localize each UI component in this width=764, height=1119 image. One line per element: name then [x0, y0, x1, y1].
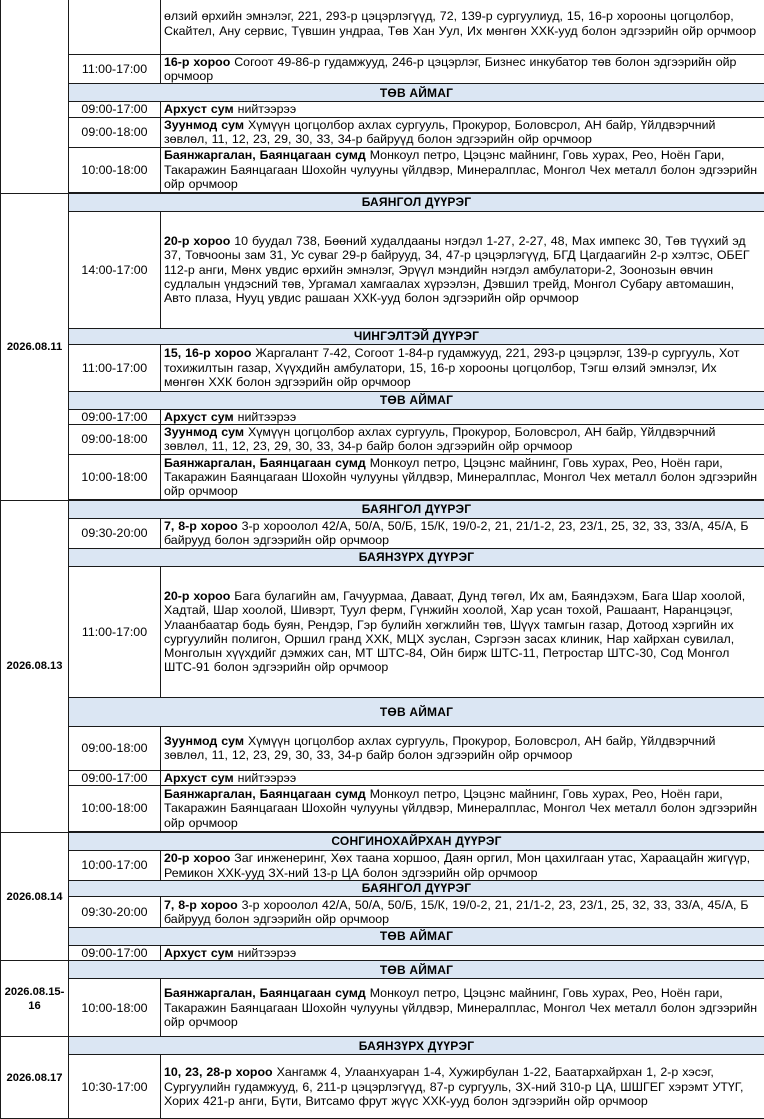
- table-row: [1, 946, 764, 961]
- table-row: [1, 424, 764, 454]
- table-row: [1, 211, 764, 328]
- table-row: [1, 897, 764, 928]
- table-row: [1, 786, 764, 832]
- time-cell: 09:00-17:00: [69, 102, 161, 117]
- date-cell: [1, 0, 69, 193]
- section-header-row: [1, 1037, 764, 1055]
- location-cell: Архуст сум нийтээрээ: [161, 409, 764, 424]
- district-header: БАЯНГОЛ ДҮҮРЭГ: [69, 881, 764, 897]
- section-header-row: [1, 881, 764, 897]
- location-cell: Баянжаргалан, Баянцагаан сумд Монкоул петро, Цэцэнс майнинг, Говь хурах, Рео, Ноён гари, Такаражин Баянцагаан Шохойн чулууны үйлдвэр, Минералплас, Монгол Чех металл болон эдгээрийн ойр орчмоор: [161, 786, 764, 832]
- table-row: [1, 726, 764, 770]
- table-row: [1, 454, 764, 499]
- date-cell: 2026.08.17: [1, 1037, 69, 1119]
- district-header: БАЯНГОЛ ДҮҮРЭГ: [69, 193, 764, 211]
- table-row: [1, 147, 764, 192]
- time-cell: 10:00-18:00: [69, 786, 161, 832]
- location-cell: өлзий өрхийн эмнэлэг, 221, 293-р цэцэрлэгүүд, 72, 139-р сургуулиуд, 15, 16-р хорооны цогцолбор, Скайтел, Ану сервис, Түвшин ундраа, Төв Хан Уул, Их мөнгөн ХХК-ууд болон эдгээрийн ойр орчмоор: [161, 0, 764, 55]
- location-cell: 20-р хороо 10 буудал 738, Бөөний худалдааны нэгдэл 1-27, 2-27, 48, Мах импекс 30, Төв түүхий эд 37, Товчооны зам 31, Ус суваг 29-р байрууд, 34, 47-р цэцэрлэгүүд, БГД Цагдаагийн 2-р хэлтэс, ОБЕГ 112-р анги, Мөнх увдис өрхийн эмнэлэг, Эрүүл мэндийн нэгдэл амбулатори-2, Зоонозын өвчин судлалын үндэсний төв, Ургамал хамгаалах хүрээлэн, Дэвшил трейд, Монгол Субару автомашин, Авто плаза, Нууц увдис рашаан ХХК-ууд болон эдгээрийн ойр орчмоор: [161, 211, 764, 328]
- time-cell: 14:00-17:00: [69, 211, 161, 328]
- location-cell: Баянжаргалан, Баянцагаан сумд Монкоул петро, Цэцэнс майнинг, Говь хурах, Рео, Ноён гари, Такаражин Баянцагаан Шохойн чулууны үйлдвэр, Минералплас, Монгол Чех металл болон эдгээрийн ойр орчмоор: [161, 979, 764, 1037]
- time-cell: 10:00-18:00: [69, 147, 161, 192]
- district-header: ТӨВ АЙМАГ: [69, 84, 764, 102]
- time-cell: 10:00-18:00: [69, 454, 161, 499]
- section-header-row: [1, 391, 764, 409]
- time-cell: [69, 0, 161, 55]
- location-cell: Зуунмод сум Хүмүүн цогцолбор ахлах сургууль, Прокурор, Боловсрол, АН байр, Үйлдвэрчний зөвлөл, 11, 12, 23, 29, 30, 33, 34-р байруүд болон эдгээрийн ойр орчмоор: [161, 117, 764, 147]
- location-cell: 7, 8-р хороо 3-р хороолол 42/А, 50/А, 50/Б, 15/К, 19/0-2, 21, 21/1-2, 23, 23/1, 25, 32, 33, 33/А, 45/А, Б байрууд болон эдгээрийн ойр орчмоор: [161, 518, 764, 548]
- table-row: [1, 409, 764, 424]
- district-header: СОНГИНОХАЙРХАН ДҮҮРЭГ: [69, 833, 764, 851]
- section-header-row: [1, 328, 764, 344]
- table-row: [1, 344, 764, 391]
- table-row: [1, 0, 764, 55]
- section-header-row: [1, 193, 764, 211]
- table-row: [1, 851, 764, 881]
- table-row: [1, 1055, 764, 1119]
- location-cell: 20-р хороо Бага булагийн ам, Гачуурмаа, Даваат, Дунд төгөл, Их ам, Баяндэхэм, Бага Шар хоолой, Хадтай, Шар хоолой, Шивэрт, Туул ферм, Гүнжийн хоолой, Хар усан тохой, Рашаант, Наранцэцэг, Улаанбаатар бодь буян, Рендэр, Гэр булийн хөгжлийн төв, Шүүх тамгын газар, Дотоод хэргийн их сургуулийн полигон, Оршил гранд ХХК, МЦХ зуслан, Сэргээн засах клиник, Нар хайрхан сувилал, Монголын хүүхдийг дэмжих сан, МТ ШТС-84, Ойн бирж ШТС-11, Петростар ШТС-30, Сод Монгол ШТС-91 болон эдгээрийн ойр орчмоор: [161, 566, 764, 697]
- time-cell: 09:00-17:00: [69, 409, 161, 424]
- section-header-row: [1, 833, 764, 851]
- district-header: ТӨВ АЙМАГ: [69, 697, 764, 726]
- district-header: БАЯНЗҮРХ ДҮҮРЭГ: [69, 548, 764, 566]
- district-header: БАЯНГОЛ ДҮҮРЭГ: [69, 500, 764, 518]
- location-cell: 7, 8-р хороо 3-р хороолол 42/А, 50/А, 50/Б, 15/К, 19/0-2, 21, 21/1-2, 23, 23/1, 25, 32, 33, 33/А, 45/А, Б байрууд болон эдгээрийн ойр орчмоор: [161, 897, 764, 928]
- district-header: БАЯНЗҮРХ ДҮҮРЭГ: [69, 1037, 764, 1055]
- table-row: [1, 117, 764, 147]
- location-cell: Архуст сум нийтээрээ: [161, 946, 764, 961]
- section-header-row: [1, 928, 764, 946]
- table-row: [1, 770, 764, 785]
- time-cell: 09:30-20:00: [69, 518, 161, 548]
- time-cell: 09:00-18:00: [69, 726, 161, 770]
- date-cell: 2026.08.15-16: [1, 961, 69, 1037]
- table-row: [1, 979, 764, 1037]
- location-cell: Баянжаргалан, Баянцагаан сумд Монкоул петро, Цэцэнс майнинг, Говь хурах, Рео, Ноён Гари, Такаражин Баянцагаан Шохойн чулууны үйлдвэр, Минералплас, Монгол Чех металл болон эдгээрийн ойр орчмоор: [161, 147, 764, 192]
- section-header-row: [1, 548, 764, 566]
- time-cell: 09:00-17:00: [69, 946, 161, 961]
- time-cell: 09:00-17:00: [69, 770, 161, 785]
- district-header: ЧИНГЭЛТЭЙ ДҮҮРЭГ: [69, 328, 764, 344]
- table-row: [1, 55, 764, 84]
- district-header: ТӨВ АЙМАГ: [69, 391, 764, 409]
- time-cell: 09:00-18:00: [69, 117, 161, 147]
- time-cell: 11:00-17:00: [69, 55, 161, 84]
- time-cell: 10:00-17:00: [69, 851, 161, 881]
- location-cell: Зуунмод сум Хүмүүн цогцолбор ахлах сургууль, Прокурор, Боловсрол, АН байр, Үйлдвэрчний зөвлөл, 11, 12, 23, 29, 30, 33, 34-р байр болон эдгээрийн ойр орчмоор: [161, 726, 764, 770]
- location-cell: 16-р хороо Согоот 49-86-р гудамжууд, 246-р цэцэрлэг, Бизнес инкубатор төв болон эдгээрийн ойр орчмоор: [161, 55, 764, 84]
- date-cell: 2026.08.14: [1, 833, 69, 961]
- time-cell: 09:30-20:00: [69, 897, 161, 928]
- location-cell: 20-р хороо Заг инженеринг, Хөх таана хоршоо, Даян оргил, Мон цахилгаан утас, Хараацайн жигүүр, Ремикон ХХК-ууд ЗХ-ний 13-р ЦА болон эдгээрийн ойр орчмоор: [161, 851, 764, 881]
- location-cell: Зуунмод сум Хүмүүн цогцолбор ахлах сургууль, Прокурор, Боловсрол, АН байр, Үйлдвэрчний зөвлөл, 11, 12, 23, 29, 30, 33, 34-р байр болон эдгээрийн ойр орчмоор: [161, 424, 764, 454]
- location-cell: Баянжаргалан, Баянцагаан сумд Монкоул петро, Цэцэнс майнинг, Говь хурах, Рео, Ноён гари, Такаражин Баянцагаан Шохойн чулууны үйлдвэр, Минералплас, Монгол Чех металл болон эдгээрийн ойр орчмоор: [161, 454, 764, 499]
- table-row: [1, 566, 764, 697]
- time-cell: 10:00-18:00: [69, 979, 161, 1037]
- location-cell: Архуст сум нийтээрээ: [161, 102, 764, 117]
- time-cell: 11:00-17:00: [69, 566, 161, 697]
- section-header-row: [1, 500, 764, 518]
- district-header: ТӨВ АЙМАГ: [69, 928, 764, 946]
- date-cell: 2026.08.13: [1, 500, 69, 832]
- section-header-row: [1, 961, 764, 979]
- section-header-row: [1, 84, 764, 102]
- location-cell: 15, 16-р хороо Жаргалант 7-42, Согоот 1-84-р гудамжууд, 221, 293-р цэцэрлэг, 139-р сургууль, Хот тохижилтын газар, Хүүхдийн амбулатори, 15, 16-р хорооны цогцолбор, Тэгш өлзий эмнэлэг, Их мөнгөн ХХК болон эдгээрийн ойр орчмоор: [161, 344, 764, 391]
- table-row: [1, 102, 764, 117]
- time-cell: 10:30-17:00: [69, 1055, 161, 1119]
- location-cell: 10, 23, 28-р хороо Хангамж 4, Улаанхуаран 1-4, Хужирбулан 1-22, Баатархайрхан 1, 2-р хэсэг, Сургуулийн гудамжууд, 6, 211-р цэцэрлэгүүд, 87-р сургууль, ЗХ-ний 310-р ЦА, ШШГЕГ хэрэмт УТҮГ, Хорих 421-р анги, Бүти, Витсамо фрут жүүс ХХК-ууд болон эдгээрийн ойр орчмоор: [161, 1055, 764, 1119]
- table-row: [1, 518, 764, 548]
- time-cell: 11:00-17:00: [69, 344, 161, 391]
- time-cell: 09:00-18:00: [69, 424, 161, 454]
- date-cell: 2026.08.11: [1, 193, 69, 500]
- section-header-row: [1, 697, 764, 726]
- location-cell: Архуст сум нийтээрээ: [161, 770, 764, 785]
- district-header: ТӨВ АЙМАГ: [69, 961, 764, 979]
